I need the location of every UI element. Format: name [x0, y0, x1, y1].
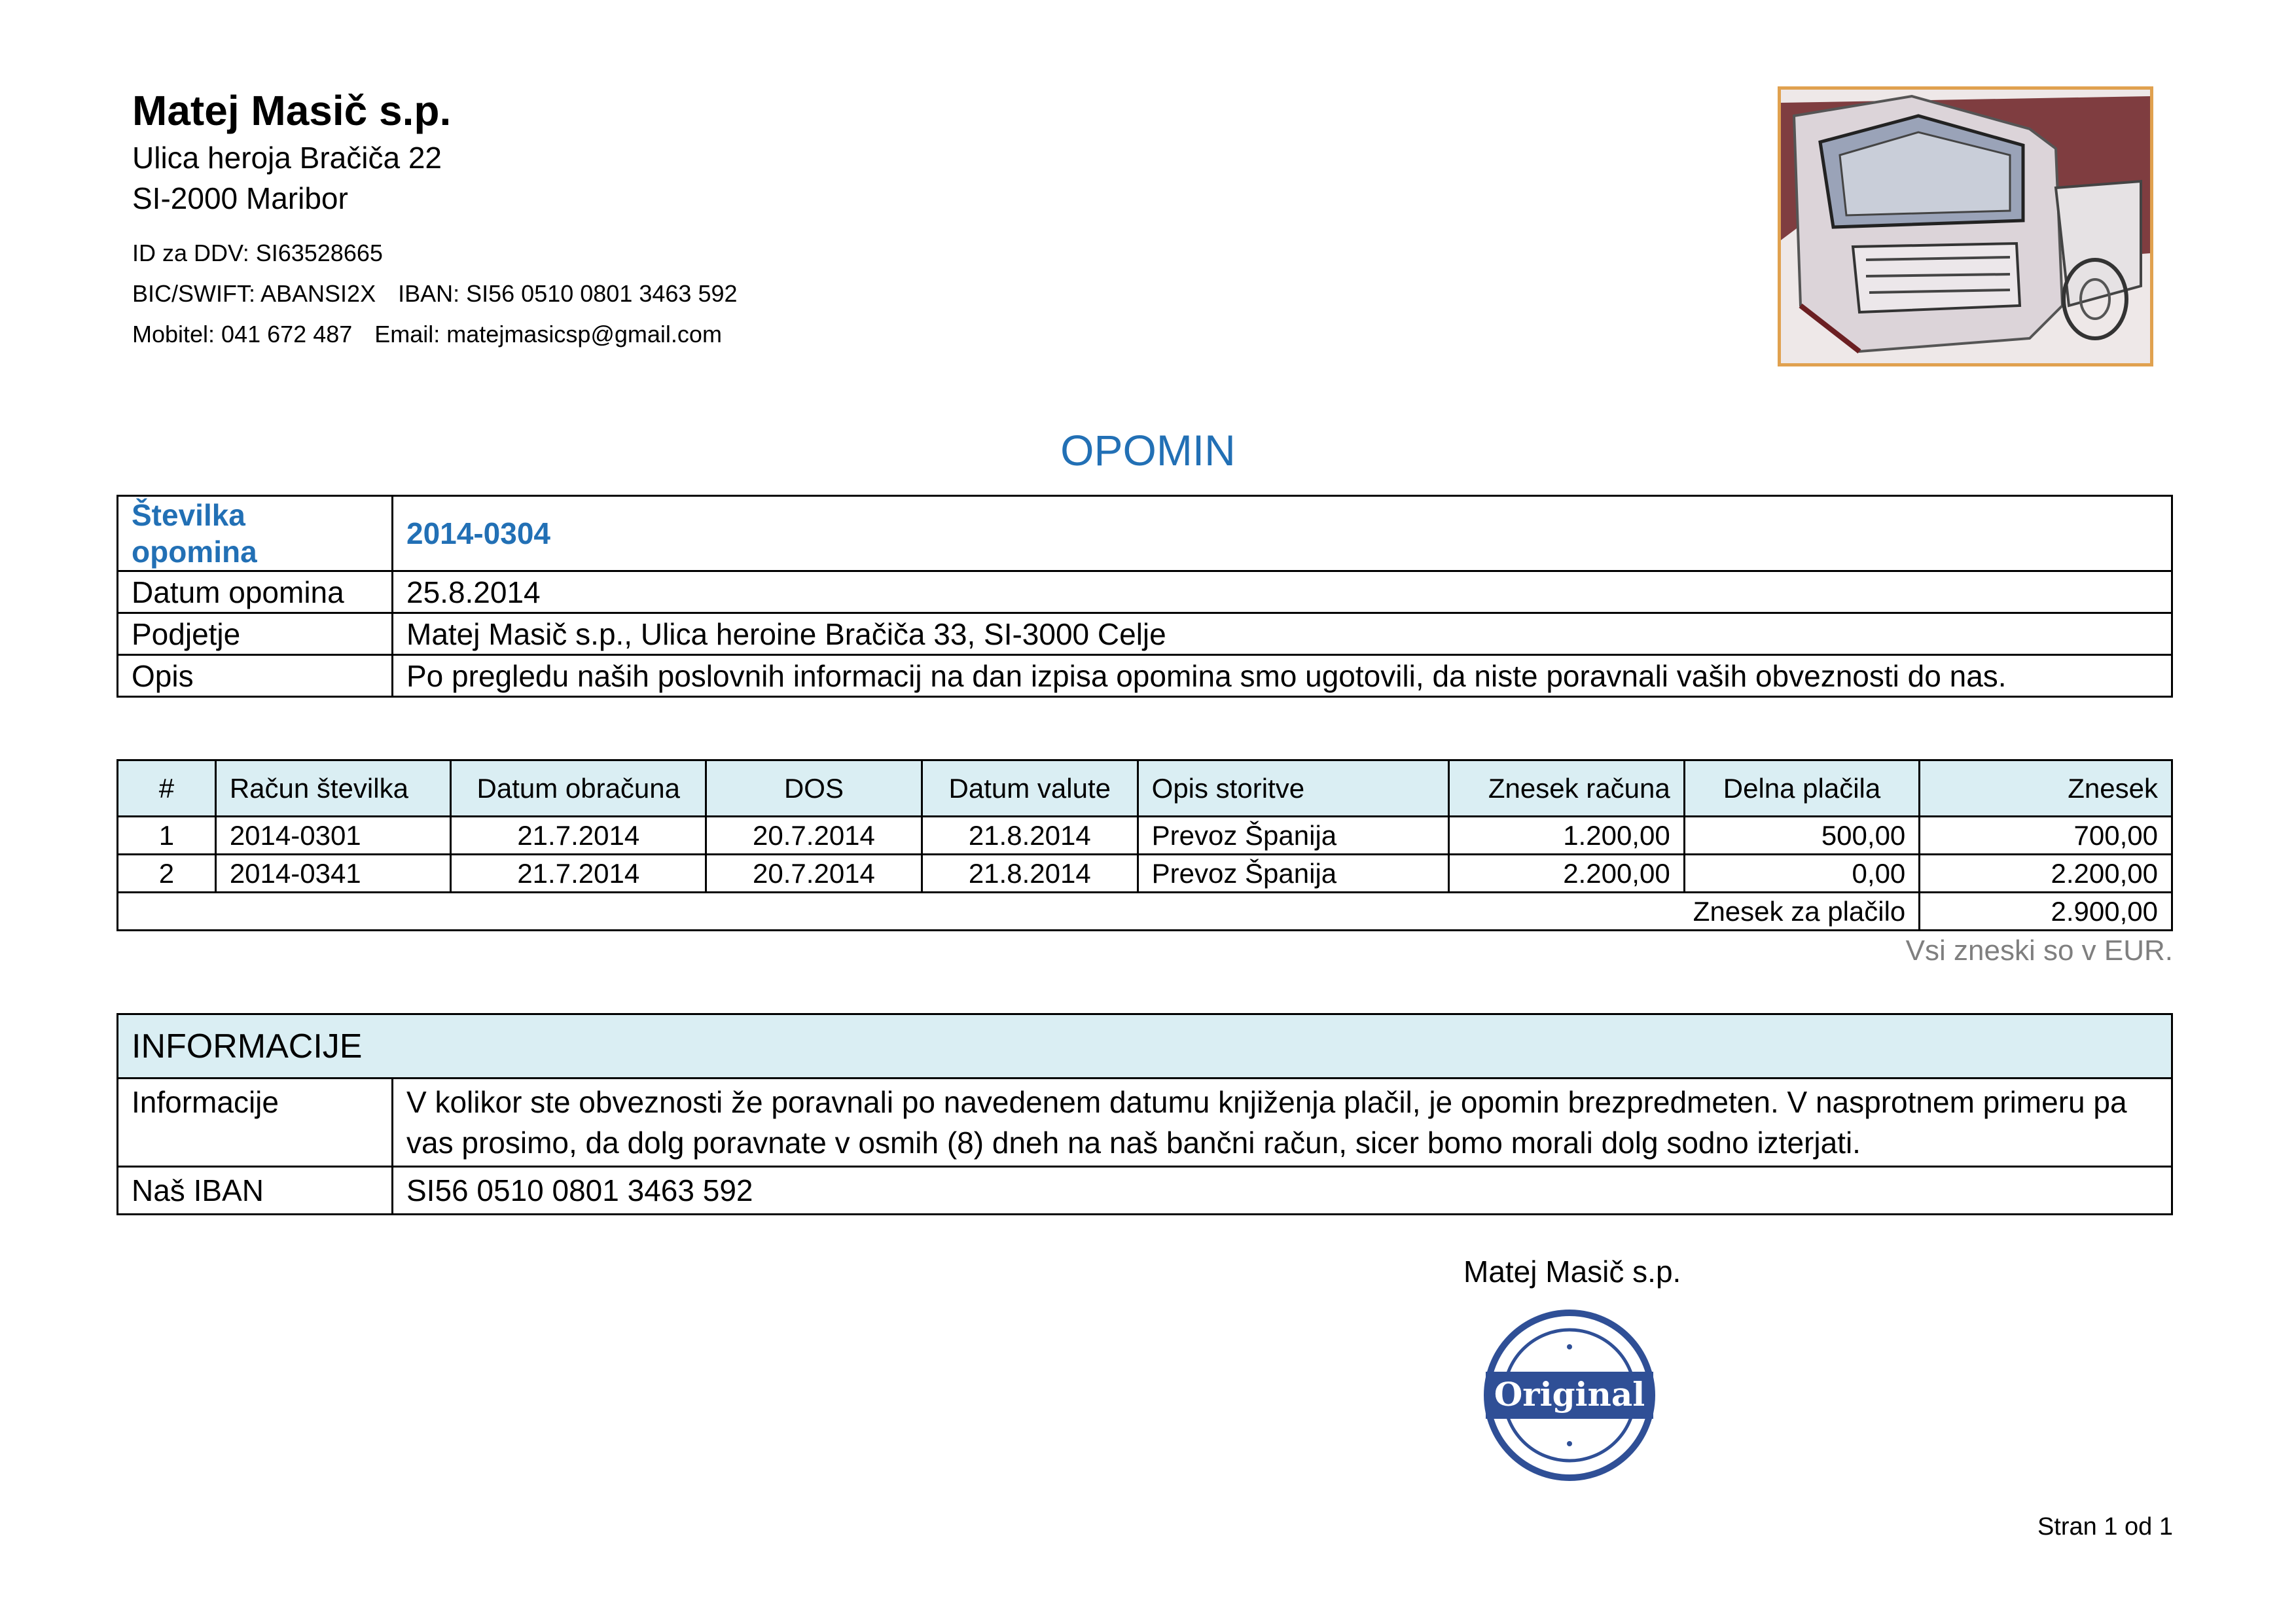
cell-invoice-amount: 1.200,00: [1449, 817, 1685, 855]
cell-amount: 2.200,00: [1920, 855, 2172, 893]
cell-service-desc: Prevoz Španija: [1138, 855, 1448, 893]
document-title: OPOMIN: [1060, 426, 1236, 474]
iban-label: Naš IBAN: [118, 1167, 393, 1215]
table-header-row: [118, 760, 2172, 817]
table-header-row: [118, 1014, 2172, 1079]
page-number: Stran 1 od 1: [2037, 1513, 2173, 1541]
signature-name: Matej Masič s.p.: [1463, 1255, 1681, 1289]
cell-dos: 20.7.2014: [706, 855, 922, 893]
truck-sketch-icon: [1781, 90, 2150, 363]
information-label: Informacije: [118, 1079, 393, 1167]
cell-partial-payments: 0,00: [1684, 855, 1920, 893]
table-row: [118, 817, 2172, 855]
reminder-number-label: Številka opomina: [118, 496, 393, 571]
information-text: V kolikor ste obveznosti že poravnali po navedenem datumu knjiženja plačil, je opomin brezpredmeten. V nasprotnem primeru pa vas prosimo, da dolg poravnate v osmih (8) dneh na naš bančni račun, sicer bomo morali dolg sodno izterjati.: [393, 1079, 2172, 1167]
currency-note: Vsi zneski so v EUR.: [1905, 935, 2173, 967]
company-address-line2: SI-2000 Maribor: [132, 181, 348, 215]
cell-service-desc: Prevoz Španija: [1138, 817, 1448, 855]
company-logo-truck-image: [1778, 86, 2153, 366]
reminder-date-label: Datum opomina: [118, 571, 393, 613]
col-header-invoice-number: Račun številka: [215, 760, 451, 817]
information-table: [117, 1013, 2173, 1215]
company-iban: IBAN: SI56 0510 0801 3463 592: [398, 280, 738, 307]
cell-invoice-number: 2014-0301: [215, 817, 451, 855]
cell-due-date: 21.8.2014: [922, 855, 1138, 893]
reminder-date-value: 25.8.2014: [393, 571, 2172, 613]
col-header-invoice-amount: Znesek računa: [1449, 760, 1685, 817]
cell-dos: 20.7.2014: [706, 817, 922, 855]
reminder-company-value: Matej Masič s.p., Ulica heroine Bračiča 33, SI-3000 Celje: [393, 613, 2172, 655]
col-header-due-date: Datum valute: [922, 760, 1138, 817]
table-row: [118, 855, 2172, 893]
reminder-info-table: [117, 495, 2173, 698]
reminder-number-value: 2014-0304: [393, 496, 2172, 571]
table-row: [118, 496, 2172, 571]
col-header-dos: DOS: [706, 760, 922, 817]
iban-value: SI56 0510 0801 3463 592: [393, 1167, 2172, 1215]
col-header-index: #: [118, 760, 216, 817]
cell-index: 2: [118, 855, 216, 893]
company-email: Email: matejmasicsp@gmail.com: [374, 321, 722, 348]
col-header-amount: Znesek: [1920, 760, 2172, 817]
information-header: INFORMACIJE: [118, 1014, 2172, 1079]
stamp-text: Original: [1494, 1375, 1645, 1414]
table-row: [118, 613, 2172, 655]
company-vat-id: ID za DDV: SI63528665: [132, 240, 383, 266]
table-row: [118, 1167, 2172, 1215]
table-total-row: [118, 893, 2172, 931]
cell-invoice-amount: 2.200,00: [1449, 855, 1685, 893]
company-bic: BIC/SWIFT: ABANSI2X: [132, 280, 376, 307]
company-address-line1: Ulica heroja Bračiča 22: [132, 141, 442, 175]
company-contact: [132, 321, 722, 348]
table-row: [118, 1079, 2172, 1167]
cell-partial-payments: 500,00: [1684, 817, 1920, 855]
cell-amount: 700,00: [1920, 817, 2172, 855]
company-mobile: Mobitel: 041 672 487: [132, 321, 353, 348]
total-label: Znesek za plačilo: [118, 893, 1920, 931]
cell-index: 1: [118, 817, 216, 855]
table-row: [118, 571, 2172, 613]
cell-billing-date: 21.7.2014: [451, 855, 706, 893]
company-name: Matej Masič s.p.: [132, 87, 452, 134]
cell-due-date: 21.8.2014: [922, 817, 1138, 855]
stamp-icon: [1480, 1306, 1659, 1484]
total-value: 2.900,00: [1920, 893, 2172, 931]
reminder-desc-label: Opis: [118, 655, 393, 697]
cell-billing-date: 21.7.2014: [451, 817, 706, 855]
col-header-partial-payments: Delna plačila: [1684, 760, 1920, 817]
reminder-desc-value: Po pregledu naših poslovnih informacij na dan izpisa opomina smo ugotovili, da niste poravnali vaših obveznosti do nas.: [393, 655, 2172, 697]
table-row: [118, 655, 2172, 697]
original-stamp: [1480, 1306, 1659, 1484]
reminder-company-label: Podjetje: [118, 613, 393, 655]
col-header-service-desc: Opis storitve: [1138, 760, 1448, 817]
cell-invoice-number: 2014-0341: [215, 855, 451, 893]
col-header-billing-date: Datum obračuna: [451, 760, 706, 817]
invoices-table: [117, 759, 2173, 931]
company-bank-details: [132, 280, 738, 308]
